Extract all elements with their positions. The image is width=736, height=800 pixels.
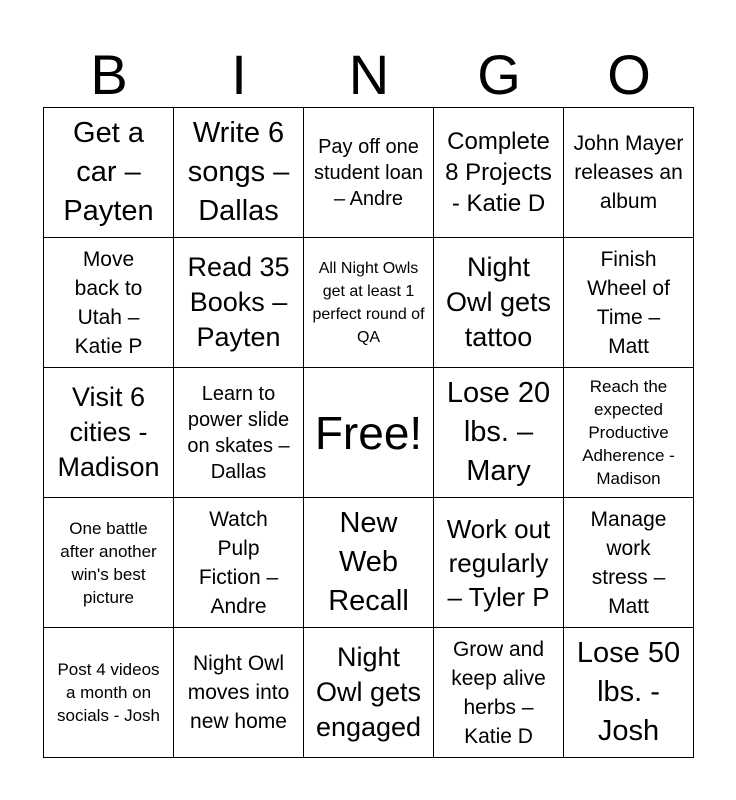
header-letter-n: N [348,43,390,106]
bingo-cell[interactable] [174,368,304,498]
bingo-cell[interactable] [44,238,174,368]
cell-text: Night Owl gets engaged [315,642,422,742]
bingo-cell[interactable] [564,368,694,498]
cell-text: Read 35 Books – Payten [187,252,290,352]
bingo-cell[interactable] [434,368,564,498]
bingo-cell[interactable] [564,238,694,368]
bingo-cell[interactable] [304,238,434,368]
bingo-cell[interactable] [174,498,304,628]
bingo-cell[interactable] [304,498,434,628]
bingo-cell[interactable] [564,108,694,238]
cell-text: Pay off one student loan – Andre [314,135,423,210]
cell-text: Move back to Utah – Katie P [74,247,143,358]
cell-text: Write 6 songs – Dallas [187,117,290,227]
cell-text: Reach the expected Productive Adherence - Madison [582,377,675,488]
cell-text: Get a car – Payten [63,117,154,227]
cell-text: Finish Wheel of Time – Matt [587,247,670,358]
bingo-cell[interactable] [434,498,564,628]
bingo-header [44,42,694,108]
cell-text: New Web Recall [328,507,409,617]
bingo-cell[interactable] [564,498,694,628]
bingo-cell[interactable] [174,238,304,368]
cell-text: Learn to power slide on skates – Dallas [187,382,290,483]
cell-text: All Night Owls get at least 1 perfect round of QA [312,259,425,346]
header-letter-o: O [607,43,651,106]
cell-text: Work out regularly – Tyler P [446,513,551,612]
bingo-cell[interactable] [434,238,564,368]
cell-text: Post 4 videos a month on socials - Josh [57,660,160,725]
cell-text: Watch Pulp Fiction – Andre [198,507,279,618]
cell-text: Night Owl moves into new home [187,652,290,733]
bingo-cell[interactable] [434,108,564,238]
bingo-cell[interactable] [564,628,694,758]
cell-text: John Mayer releases an album [573,132,684,213]
header-letter-g: G [477,43,521,106]
bingo-cell[interactable] [304,368,434,498]
cell-text: Complete 8 Projects - Katie D [445,128,552,217]
header-letter-b: B [90,43,128,106]
cell-text: Grow and keep alive herbs – Katie D [451,637,546,748]
cell-text: Lose 50 lbs. - Josh [576,637,681,747]
bingo-cell[interactable] [304,628,434,758]
bingo-cell[interactable] [44,498,174,628]
free-space-text: Free! [314,406,423,459]
bingo-cell[interactable] [174,108,304,238]
cell-text: Manage work stress – Matt [590,507,667,618]
cell-text: Night Owl gets tattoo [445,252,552,352]
cell-text: Visit 6 cities - Madison [57,382,160,482]
bingo-cell[interactable] [44,628,174,758]
header-letter-i: I [231,43,247,106]
cell-text: Lose 20 lbs. – Mary [446,377,551,487]
bingo-cell[interactable] [44,368,174,498]
bingo-cell[interactable] [44,108,174,238]
bingo-cell[interactable] [434,628,564,758]
bingo-cell[interactable] [174,628,304,758]
bingo-cell[interactable] [304,108,434,238]
cell-text: One battle after another win's best picture [60,518,157,607]
bingo-grid [43,107,694,758]
